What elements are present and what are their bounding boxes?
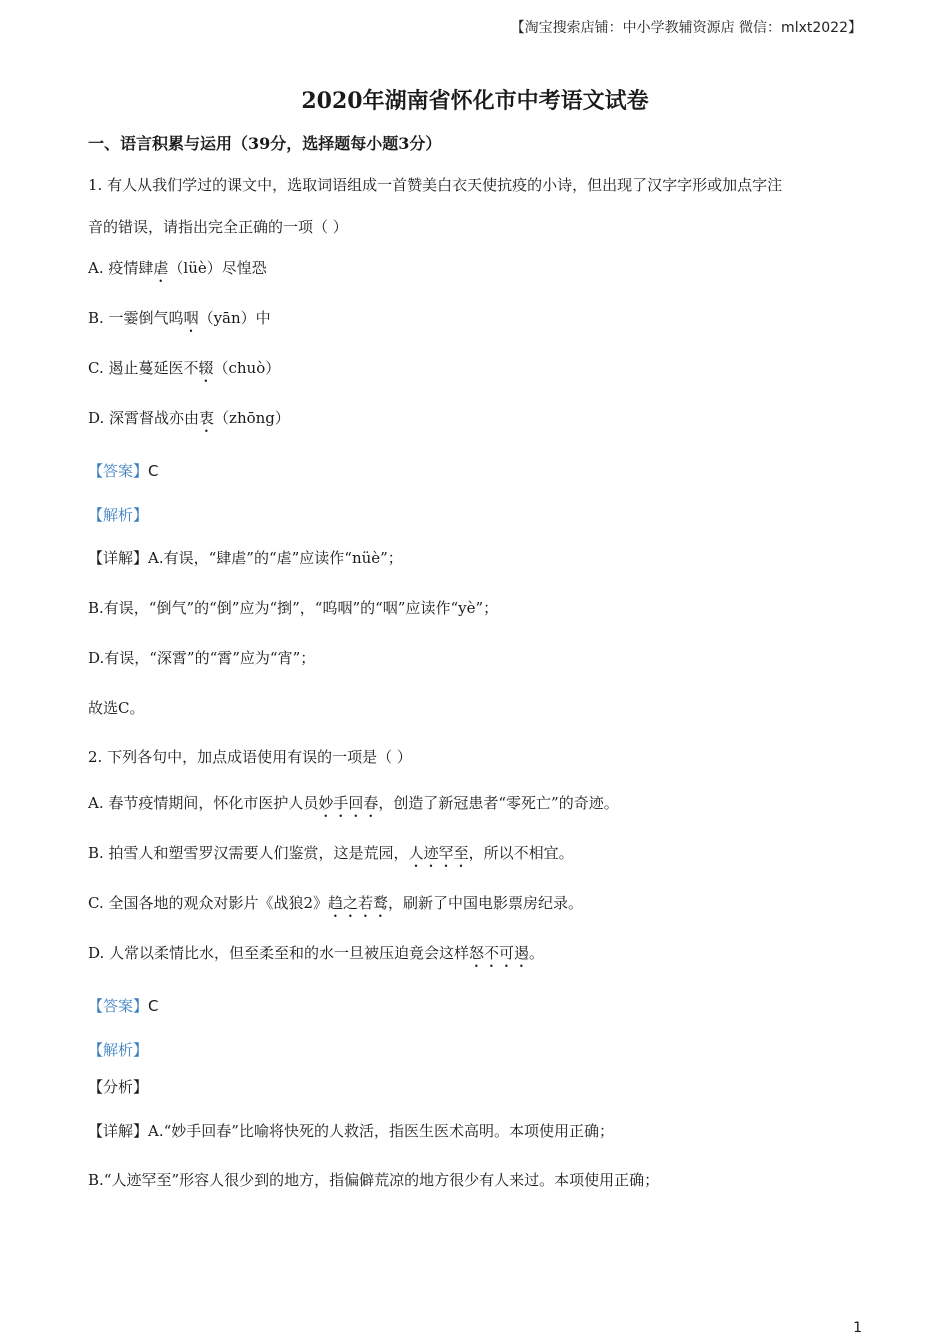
section-heading: 一、语言积累与运用（39分，选择题每小题3分） bbox=[88, 134, 442, 153]
answer-tag: 【答案】 bbox=[88, 997, 149, 1015]
q1-stem-line1: 1. 有人从我们学过的课文中，选取词语组成一首赞美白衣天使抗疫的小诗，但出现了汉字字形或加点字注 bbox=[88, 176, 783, 194]
q2-option-a: A. 春节疫情期间，怀化市医护人员妙手回春，创造了新冠患者“零死亡”的奇迹。 bbox=[88, 794, 619, 812]
q1-option-c: C. 遏止蔓延医不辍（chuò） bbox=[88, 359, 281, 377]
dotted-char: 辍 bbox=[198, 359, 214, 377]
dotted-char: 衷 bbox=[199, 409, 215, 427]
q2-detail-2: B.“人迹罕至”形容人很少到的地方，指偏僻荒凉的地方很少有人来过。本项使用正确； bbox=[88, 1171, 660, 1189]
q1-detail-4: 故选C。 bbox=[88, 699, 145, 717]
q2-fenxi: 【分析】 bbox=[88, 1078, 149, 1096]
q1-option-a: A. 疫情肆虐（lüè）尽惶恐 bbox=[88, 259, 267, 277]
dotted-idiom: 妙手回春 bbox=[318, 794, 379, 812]
dotted-idiom: 人迹罕至 bbox=[408, 844, 469, 862]
q1-detail-2: B.有误，“倒气”的“倒”应为“捯”，“呜咽”的“咽”应读作“yè”； bbox=[88, 599, 499, 617]
answer-value: C bbox=[148, 462, 159, 480]
q2-detail-1: 【详解】A.“妙手回春”比喻将快死的人救活，指医生医术高明。本项使用正确； bbox=[88, 1122, 614, 1140]
q2-option-c: C. 全国各地的观众对影片《战狼2》趋之若鹜，刷新了中国电影票房纪录。 bbox=[88, 894, 584, 912]
q1-answer bbox=[88, 461, 159, 481]
page-header: 【淘宝搜索店铺：中小学教辅资源店 微信：mlxt2022】 bbox=[510, 20, 862, 36]
page-title: 2020年湖南省怀化市中考语文试卷 bbox=[301, 88, 649, 114]
q1-option-b: B. 一霎倒气呜咽（yān）中 bbox=[88, 309, 271, 327]
q2-answer bbox=[88, 996, 159, 1016]
answer-tag: 【答案】 bbox=[88, 462, 149, 480]
page-number: 1 bbox=[853, 1320, 862, 1336]
q1-detail-1: 【详解】A.有误，“肆虐”的“虐”应读作“nüè”； bbox=[88, 549, 403, 567]
q2-stem: 2. 下列各句中，加点成语使用有误的一项是（ ） bbox=[88, 748, 412, 766]
q1-detail-3: D.有误，“深霄”的“霄”应为“宵”； bbox=[88, 649, 316, 667]
dotted-idiom: 趋之若鹜 bbox=[328, 894, 389, 912]
dotted-idiom: 怒不可遏 bbox=[469, 944, 530, 962]
dotted-char: 虐 bbox=[153, 259, 169, 277]
dotted-char: 咽 bbox=[183, 309, 199, 327]
q2-option-d: D. 人常以柔情比水，但至柔至和的水一旦被压迫竟会这样怒不可遏。 bbox=[88, 944, 545, 962]
q1-stem-line2: 音的错误，请指出完全正确的一项（ ） bbox=[88, 218, 348, 236]
q2-option-b: B. 拍雪人和塑雪罗汉需要人们鉴赏，这是荒园，人迹罕至，所以不相宜。 bbox=[88, 844, 574, 862]
q1-option-d: D. 深霄督战亦由衷（zhōng） bbox=[88, 409, 290, 427]
answer-value: C bbox=[148, 997, 159, 1015]
q1-analysis-tag: 【解析】 bbox=[88, 506, 149, 524]
q2-analysis-tag: 【解析】 bbox=[88, 1041, 149, 1059]
